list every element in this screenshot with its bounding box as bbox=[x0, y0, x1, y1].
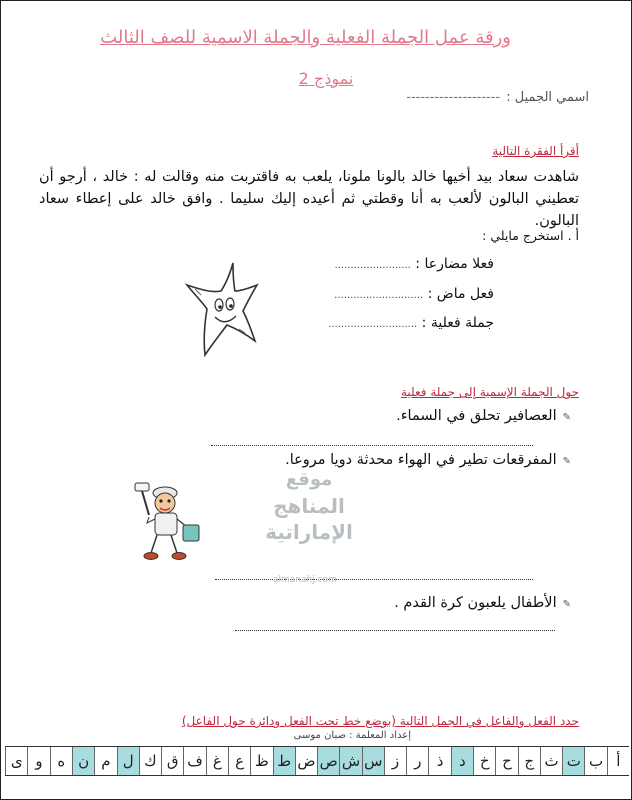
alphabet-letter: ع bbox=[228, 747, 250, 775]
student-name-field bbox=[406, 90, 589, 105]
alphabet-letter: غ bbox=[206, 747, 228, 775]
alphabet-letter: و bbox=[27, 747, 49, 775]
answer-line-3 bbox=[235, 630, 555, 631]
answer-line-2 bbox=[215, 579, 533, 580]
alphabet-letter: ب bbox=[584, 747, 606, 775]
alphabet-strip bbox=[5, 746, 629, 776]
convert-sentence-2 bbox=[285, 452, 571, 468]
alphabet-letter: م bbox=[94, 747, 116, 775]
alphabet-letter: ط bbox=[273, 747, 295, 775]
alphabet-letter: ج bbox=[518, 747, 540, 775]
alphabet-letter: أ bbox=[607, 747, 629, 775]
alphabet-letter: ت bbox=[562, 747, 584, 775]
alphabet-letter: ث bbox=[540, 747, 562, 775]
star-cartoon-icon bbox=[181, 259, 259, 359]
reading-paragraph: شاهدت سعاد بيد أخيها خالد بالونا ملونا، يلعب به فاقتربت منه وقالت له : خالد ، أرجو أن تعطيني البالون لألعب به أنا وقطتي ثم أعيده إليك سليما . وافق خالد على إعطاء سعاد البالون. bbox=[39, 169, 579, 229]
prepared-by: إعداد المعلمة : صبان موسى bbox=[293, 730, 411, 741]
alphabet-letter: د bbox=[451, 747, 473, 775]
extract-item-verbal-sentence bbox=[328, 315, 494, 331]
sentence-text: المفرقعات تطير في الهواء محدثة دويا مروعا. bbox=[285, 452, 557, 468]
alphabet-letter: ز bbox=[384, 747, 406, 775]
answer-blank: ............................ bbox=[334, 290, 424, 301]
alphabet-letter: ح bbox=[495, 747, 517, 775]
alphabet-letter: ص bbox=[317, 747, 339, 775]
pencil-bullet-icon: ✎ bbox=[562, 599, 571, 610]
sentence-text: العصافير تحلق في السماء. bbox=[396, 408, 557, 424]
alphabet-letter: س bbox=[362, 747, 384, 775]
name-blank: -------------------- bbox=[406, 90, 501, 105]
convert-sentence-1 bbox=[396, 408, 571, 424]
section-convert-heading: حول الجملة الإسمية إلى جملة فعلية bbox=[400, 385, 579, 399]
sentence-text: الأطفال يلعبون كرة القدم . bbox=[394, 595, 557, 611]
name-label: اسمي الجميل : bbox=[506, 90, 589, 105]
alphabet-letter: ش bbox=[339, 747, 361, 775]
extract-item-past-verb bbox=[334, 286, 494, 302]
alphabet-letter: ن bbox=[72, 747, 94, 775]
extract-item-present-verb bbox=[335, 256, 494, 272]
watermark-line-2: المناهج الإماراتية bbox=[265, 494, 353, 544]
alphabet-letter: خ bbox=[473, 747, 495, 775]
alphabet-letter: ر bbox=[406, 747, 428, 775]
item-label: فعلا مضارعا : bbox=[415, 256, 494, 272]
model-number: نموذج 2 bbox=[298, 69, 354, 88]
watermark-line-1: موقع bbox=[285, 469, 333, 490]
watermark-url: almanahj.com bbox=[273, 575, 337, 585]
section-identify-heading: حدد الفعل والفاعل في الجمل التالية (بوضع خط تحت الفعل ودائرة حول الفاعل) bbox=[181, 714, 579, 728]
site-watermark bbox=[239, 467, 379, 545]
convert-sentence-3 bbox=[394, 595, 571, 611]
answer-blank: ........................ bbox=[334, 260, 411, 271]
alphabet-letter: ظ bbox=[250, 747, 272, 775]
answer-blank: ............................ bbox=[328, 319, 418, 330]
extract-instruction: أ . استخرج مايلي : bbox=[482, 228, 579, 243]
alphabet-letter: ق bbox=[161, 747, 183, 775]
pencil-bullet-icon: ✎ bbox=[562, 412, 571, 423]
painter-cartoon-icon bbox=[131, 479, 217, 565]
alphabet-letter: ه bbox=[50, 747, 72, 775]
worksheet-title: ورقة عمل الجملة الفعلية والجملة الاسمية للصف الثالث bbox=[100, 27, 511, 48]
alphabet-letter: ض bbox=[295, 747, 317, 775]
alphabet-letter: ل bbox=[117, 747, 139, 775]
item-label: جملة فعلية : bbox=[421, 315, 494, 331]
alphabet-letter: ذ bbox=[428, 747, 450, 775]
section-read-heading: أقرأ الفقرة التالية bbox=[492, 144, 579, 158]
alphabet-letter: ف bbox=[183, 747, 205, 775]
item-label: فعل ماض : bbox=[427, 286, 494, 302]
alphabet-letter: ك bbox=[139, 747, 161, 775]
answer-line-1 bbox=[211, 445, 533, 446]
alphabet-letter: ى bbox=[5, 747, 27, 775]
pencil-bullet-icon: ✎ bbox=[562, 456, 571, 467]
